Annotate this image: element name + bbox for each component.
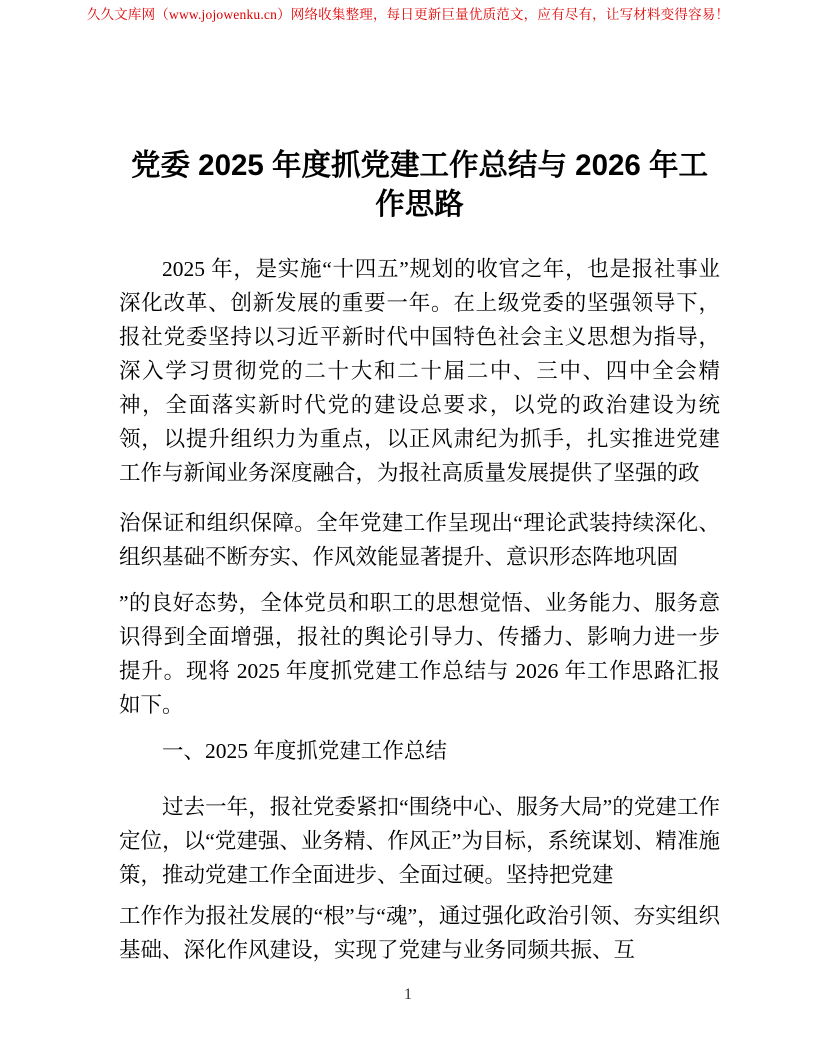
body-paragraph: 2025 年，是实施“十四五”规划的收官之年，也是报社事业深化改革、创新发展的重要一年。在上级党委的坚强领导下，报社党委坚持以习近平新时代中国特色社会主义思想为指导，深入学习贯彻党的二十大和二十届二中、三中、四中全会精神，全面落实新时代党的建设总要求，以党的政治建设为统领，以提升组织力为重点，以正风肃纪为抓手，扎实推进党建工作与新闻业务深度融合，为报社高质量发展提供了坚强的政 bbox=[119, 257, 720, 485]
body-paragraph: 治保证和组织保障。全年党建工作呈现出“理论武装持续深化、组织基础不断夯实、作风效能显著提升、意识形态阵地巩固 bbox=[119, 511, 720, 569]
body-paragraph: 过去一年，报社党委紧扣“围绕中心、服务大局”的党建工作定位，以“党建强、业务精、作风正”为目标，系统谋划、精准施策，推动党建工作全面进步、全面过硬。坚持把党建 bbox=[119, 795, 720, 887]
watermark-notice: 久久文库网（www.jojowenku.cn）网络收集整理，每日更新巨量优质范文，应有尽有，让写材料变得容易！ bbox=[86, 7, 730, 22]
page-number: 1 bbox=[404, 986, 412, 1003]
document-body bbox=[119, 146, 720, 967]
body-paragraph: 工作作为报社发展的“根”与“魂”，通过强化政治引领、夯实组织基础、深化作风建设，实现了党建与业务同频共振、互 bbox=[119, 904, 720, 962]
body-paragraph: ”的良好态势，全体党员和职工的思想觉悟、业务能力、服务意识得到全面增强，报社的舆论引导力、传播力、影响力进一步提升。现将 2025 年度抓党建工作总结与 2026 年工作思路汇报如下。 bbox=[119, 591, 720, 717]
section-heading: 一、2025 年度抓党建工作总结 bbox=[162, 739, 447, 763]
document-title: 党委 2025 年度抓党建工作总结与 2026 年工作思路 bbox=[130, 149, 709, 221]
